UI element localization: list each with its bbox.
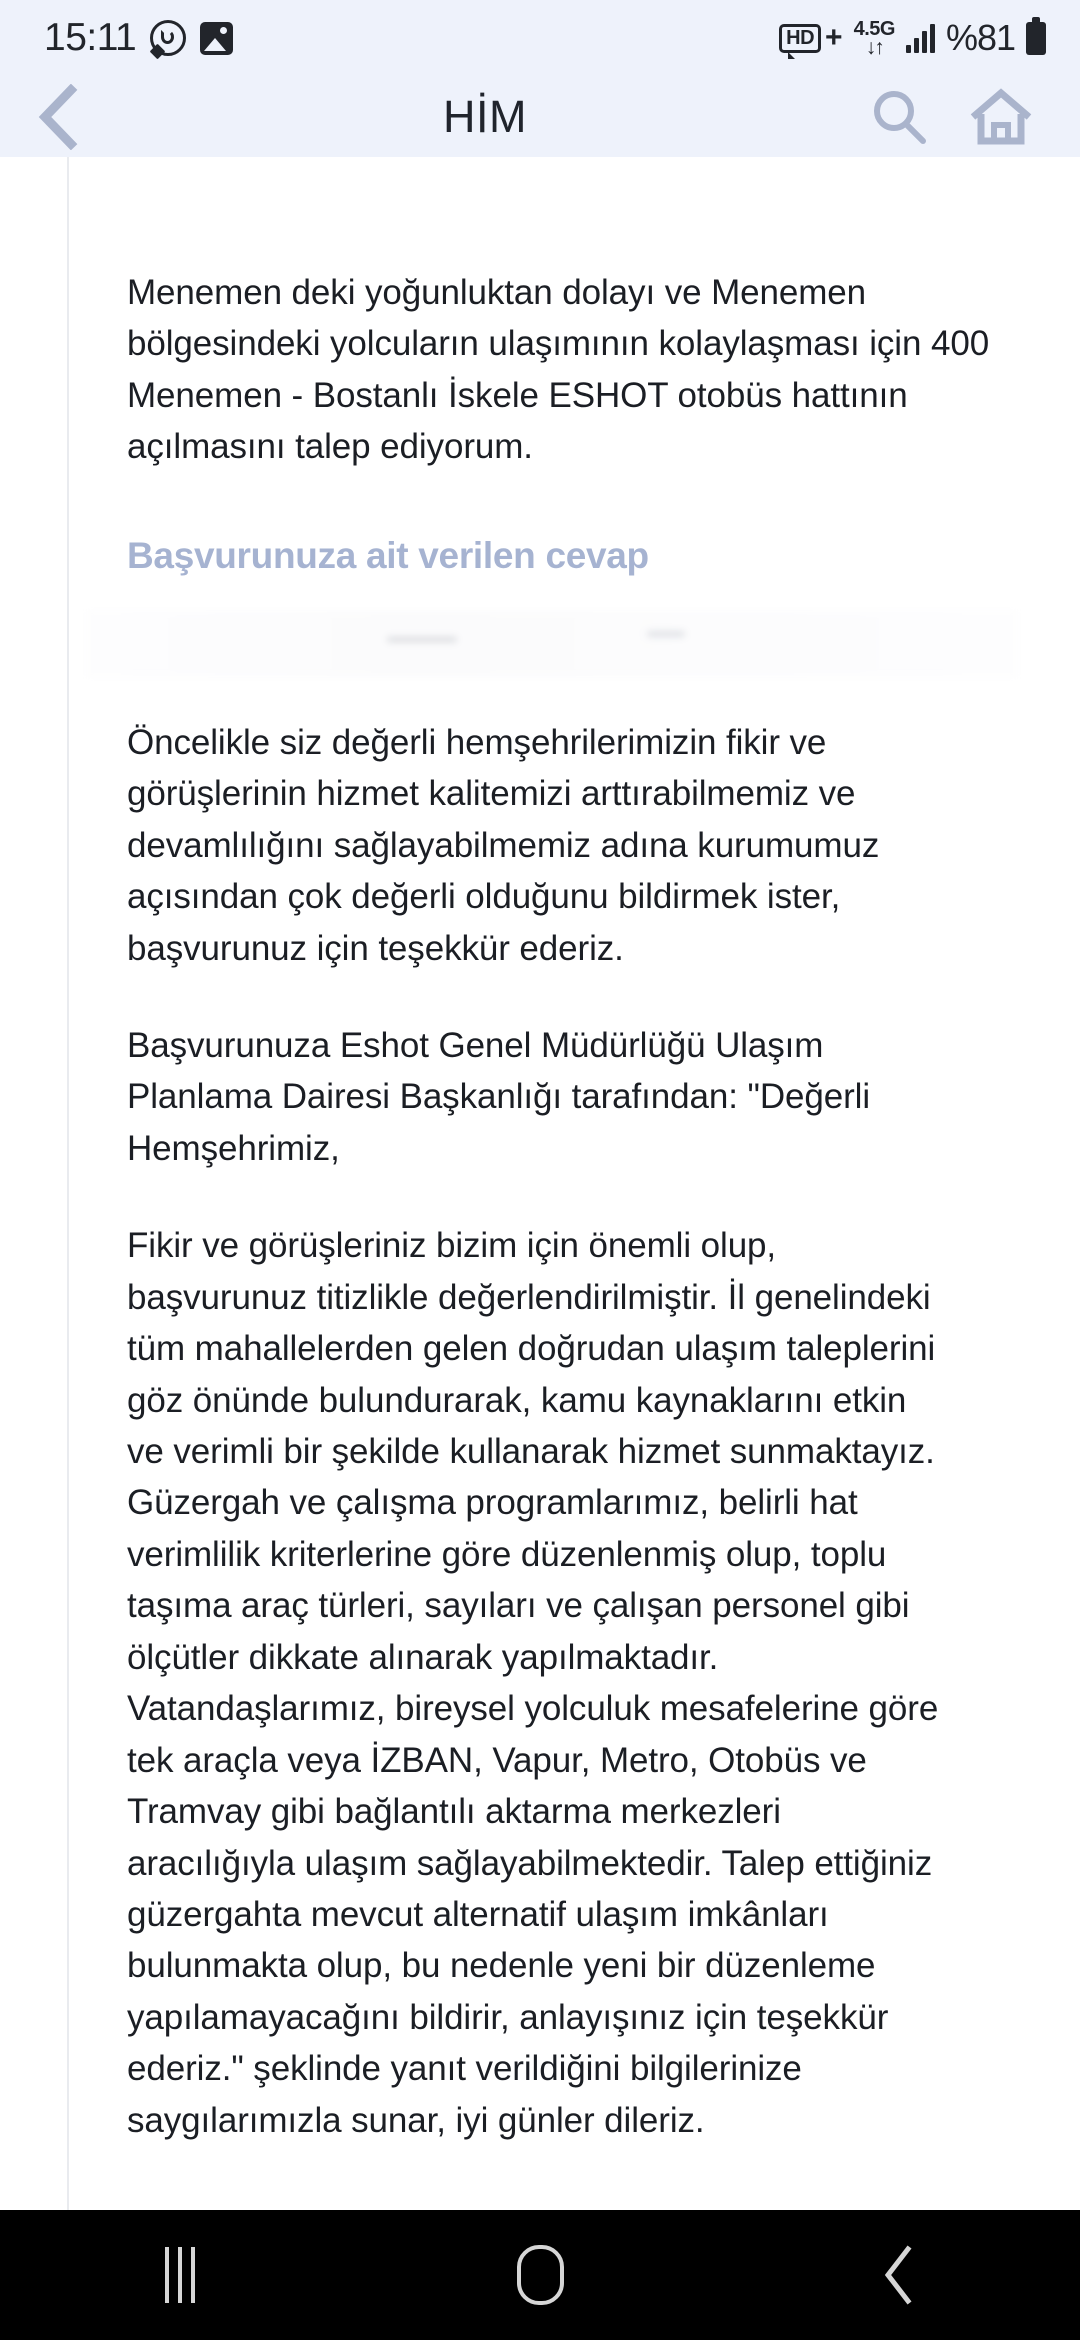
battery-icon xyxy=(1026,22,1046,55)
signal-bars-icon xyxy=(906,23,935,53)
header-back-button[interactable] xyxy=(0,76,120,157)
recents-icon xyxy=(165,2247,195,2303)
whatsapp-icon xyxy=(150,20,186,56)
request-text: Menemen deki yoğunluktan dolayı ve Menemen bölgesindeki yolcuların ulaşımının kolaylaşması için 400 Menemen - Bostanlı İskele ESHOT otobüs hattının açılmasını talep ediyorum. xyxy=(127,273,990,467)
page-title: HİM xyxy=(443,90,527,142)
app-header xyxy=(0,76,1080,157)
application-detail-card xyxy=(67,157,1080,2210)
system-nav-bar xyxy=(0,2210,1080,2340)
answer-paragraph: Fikir ve görüşleriniz bizim için önemli olup, başvurunuz titizlikle değerlendirilmiştir. İl genelindeki tüm mahallelerden gelen doğrudan ulaşım taleplerini göz önünde bulundurarak, kamu kaynaklarını etkin ve verimli bir şekilde kullanarak hizmet sunmaktayız. Güzergah ve çalışma programlarımız, belirli hat verimlilik kriterlerine göre düzenlenmiş olup, toplu taşıma araç türleri, sayıları ve çalışan personel gibi ölçütler dikkate alınarak yapılmaktadır. Vatandaşlarımız, bireysel yolculuk mesafelerine göre tek araçla veya İZBAN, Vapur, Metro, Otobüs ve Tramvay gibi bağlantılı aktarma merkezleri aracılığıyla ulaşım sağlayabilmektedir. Talep ettiğiniz güzergahta mevcut alternatif ulaşım imkânları bulunmakta olup, bu nedenle yeni bir düzenleme yapılamayacağını bildirir, anlayışınız için teşekkür ederiz." şeklinde yanıt verildiğini bilgilerinize saygılarımızla sunar, iyi günler dileriz. xyxy=(127,1226,939,2140)
home-circle-icon xyxy=(517,2245,564,2305)
answer-section-heading: Başvurunuza ait verilen cevap xyxy=(127,534,649,576)
status-time: 15:11 xyxy=(44,16,137,59)
status-bar xyxy=(0,0,1080,76)
status-bar-left xyxy=(44,16,233,60)
redacted-meta-row xyxy=(87,611,1017,677)
home-icon[interactable] xyxy=(962,78,1040,156)
back-button[interactable] xyxy=(810,2210,990,2340)
back-chevron-icon xyxy=(878,2243,922,2307)
hd-plus-label: + xyxy=(825,21,843,54)
home-button[interactable] xyxy=(450,2210,630,2340)
search-icon[interactable] xyxy=(860,78,938,156)
answer-paragraph: Öncelikle siz değerli hemşehrilerimizin fikir ve görüşlerinin hizmet kalitemizi arttırabilmemiz ve devamlılığını sağlayabilmemiz adına kurumumuz açısından çok değerli olduğunu bildirmek ister, başvurunuz için teşekkür ederiz. xyxy=(127,722,880,968)
gallery-icon xyxy=(200,22,233,55)
content-area[interactable] xyxy=(0,157,1080,2210)
status-bar-right xyxy=(779,17,1046,59)
mobile-data-icon xyxy=(854,19,895,58)
recents-button[interactable] xyxy=(90,2210,270,2340)
battery-percent-label: %81 xyxy=(945,17,1015,58)
hd-badge-label: HD xyxy=(779,24,821,53)
header-actions xyxy=(860,78,1080,156)
hd-voice-icon xyxy=(779,23,842,53)
data-speed-label: 4.5G xyxy=(853,17,895,40)
answer-paragraph: Başvurunuza Eshot Genel Müdürlüğü Ulaşım Planlama Dairesi Başkanlığı tarafından: "Değerli Hemşehrimiz, xyxy=(127,1025,871,1168)
data-arrows-label: ↓↑ xyxy=(865,35,883,59)
